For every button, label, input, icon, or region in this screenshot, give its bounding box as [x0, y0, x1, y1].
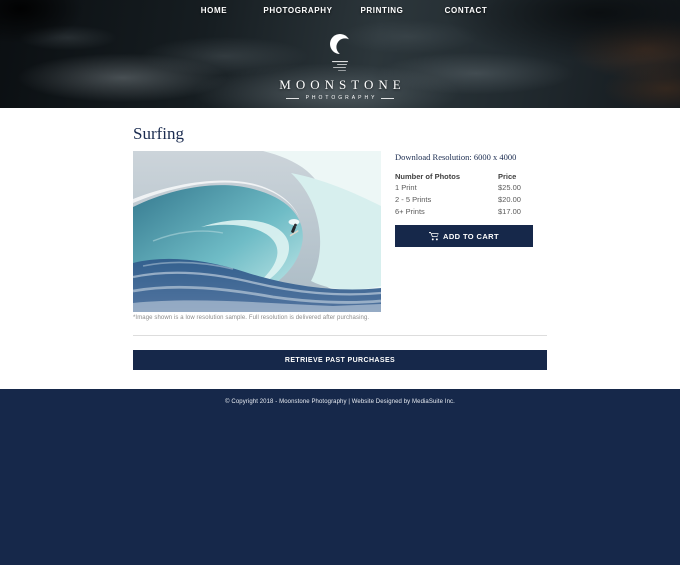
logo-title: MOONSTONE — [279, 77, 406, 92]
logo-rule-right — [381, 98, 394, 99]
price-value: $25.00 — [498, 183, 521, 192]
page-title: Surfing — [133, 124, 184, 143]
cart-icon — [429, 232, 439, 241]
price-qty: 1 Print — [395, 183, 417, 192]
hero-banner — [0, 0, 680, 108]
main-nav — [0, 4, 680, 18]
content-divider — [133, 335, 547, 336]
nav-item-photography[interactable]: PHOTOGRAPHY — [263, 6, 333, 15]
footer — [0, 389, 680, 565]
price-table-header-photos: Number of Photos — [395, 172, 460, 181]
site-logo[interactable] — [0, 32, 680, 101]
download-resolution: Download Resolution: 6000 x 4000 — [395, 152, 517, 162]
table-row — [395, 207, 533, 219]
purchase-panel — [395, 151, 533, 247]
price-qty: 6+ Prints — [395, 207, 425, 216]
add-to-cart-button[interactable] — [395, 225, 533, 247]
table-row — [395, 195, 533, 207]
logo-subtitle: PHOTOGRAPHY — [305, 95, 378, 101]
crescent-moon-icon — [0, 32, 680, 74]
add-to-cart-label: ADD TO CART — [443, 231, 499, 241]
price-qty: 2 - 5 Prints — [395, 195, 432, 204]
copyright-text: © Copyright 2018 - Moonstone Photography | Website Designed by MediaSuite Inc. — [225, 399, 455, 405]
price-value: $20.00 — [498, 195, 521, 204]
logo-rule-left — [286, 98, 299, 99]
main-content — [0, 108, 680, 389]
table-row — [395, 183, 533, 195]
retrieve-past-purchases-button[interactable]: RETRIEVE PAST PURCHASES — [133, 350, 547, 370]
nav-item-contact[interactable]: CONTACT — [444, 6, 488, 15]
photo-caption: *Image shown is a low resolution sample. Full resolution is delivered after purchasing. — [133, 315, 370, 321]
price-value: $17.00 — [498, 207, 521, 216]
surfing-sample-photo — [133, 151, 381, 312]
nav-item-home[interactable]: HOME — [200, 6, 228, 15]
price-table-header-price: Price — [498, 172, 517, 181]
nav-item-printing[interactable]: PRINTING — [360, 6, 404, 15]
price-table — [395, 172, 533, 219]
